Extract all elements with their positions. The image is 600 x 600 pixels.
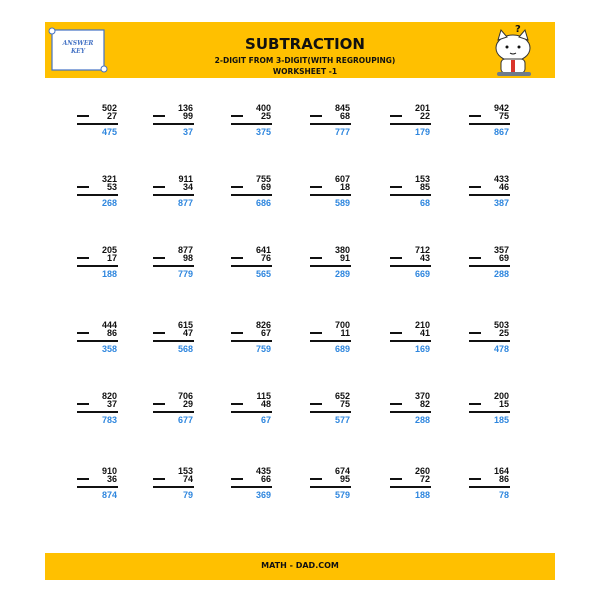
subtrahend: 95 [339,474,350,484]
minus-sign-icon [153,257,165,259]
subtrahend: 69 [498,253,509,263]
minuend: 641 [255,245,271,255]
subtrahend: 82 [419,399,430,409]
minus-sign-icon [153,186,165,188]
answer: 677 [177,415,193,425]
badge-line-1: ANSWER [62,40,94,47]
answer: 867 [493,127,509,137]
answer: 689 [334,344,350,354]
answer-rule [390,194,431,196]
minuend: 674 [334,466,350,476]
subtrahend: 66 [260,474,271,484]
subtraction-problem [310,320,350,356]
minus-sign-icon [390,115,402,117]
subtrahend: 37 [106,399,117,409]
answer-rule [153,265,194,267]
answer: 686 [255,198,271,208]
minus-sign-icon [231,403,243,405]
answer: 568 [177,344,193,354]
subtrahend: 99 [182,111,193,121]
minus-sign-icon [77,332,89,334]
minuend: 502 [101,103,117,113]
answer-rule [77,123,118,125]
subtraction-problem [390,174,430,210]
minuend: 755 [255,174,271,184]
subtrahend: 69 [260,182,271,192]
subtrahend: 11 [340,328,350,338]
answer: 579 [334,490,350,500]
answer: 179 [414,127,430,137]
answer-rule [310,123,351,125]
answer-rule [469,123,510,125]
subtraction-problem [153,174,193,210]
minuend: 877 [177,245,193,255]
answer: 589 [334,198,350,208]
subtraction-problem [390,245,430,281]
answer-rule [390,340,431,342]
minus-sign-icon [469,115,481,117]
answer: 478 [493,344,509,354]
minuend: 433 [493,174,509,184]
subtrahend: 48 [260,399,271,409]
answer-rule [469,194,510,196]
minuend: 503 [493,320,509,330]
answer: 777 [334,127,350,137]
subtraction-problem [469,245,509,281]
subtraction-problem [469,466,509,502]
subtrahend: 43 [419,253,430,263]
minuend: 370 [414,391,430,401]
answer-rule [310,340,351,342]
answer: 288 [414,415,430,425]
answer: 874 [101,490,117,500]
answer: 358 [101,344,117,354]
minuend: 200 [493,391,509,401]
answer: 289 [334,269,350,279]
subtraction-problem [77,245,117,281]
footer-site: MATH - DAD.COM [261,561,339,570]
answer: 188 [414,490,430,500]
answer: 288 [493,269,509,279]
minuend: 400 [255,103,271,113]
minus-sign-icon [390,257,402,259]
subtrahend: 67 [260,328,271,338]
answer: 67 [260,415,271,425]
answer-rule [153,123,194,125]
page-subtitle: 2-DIGIT FROM 3-DIGIT(WITH REGROUPING) [214,56,396,65]
subtraction-problem [153,466,193,502]
minus-sign-icon [231,332,243,334]
subtrahend: 86 [498,474,509,484]
subtraction-problem [390,103,430,139]
answer-rule [77,411,118,413]
subtrahend: 76 [260,253,271,263]
subtrahend: 36 [106,474,117,484]
minus-sign-icon [469,186,481,188]
subtraction-problem [310,174,350,210]
answer-rule [310,265,351,267]
subtraction-problem [153,245,193,281]
subtrahend: 22 [419,111,430,121]
answer-rule [77,194,118,196]
subtraction-problem [469,103,509,139]
answer-rule [310,486,351,488]
answer-rule [469,486,510,488]
answer-rule [310,411,351,413]
subtrahend: 41 [419,328,430,338]
subtraction-problem [390,320,430,356]
answer-rule [153,194,194,196]
answer-rule [153,411,194,413]
subtraction-problem [231,245,271,281]
answer-rule [390,486,431,488]
minus-sign-icon [231,186,243,188]
worksheet-label: WORKSHEET -1 [272,67,338,76]
answer-rule [390,265,431,267]
minuend: 607 [334,174,350,184]
minuend: 845 [334,103,350,113]
subtrahend: 72 [419,474,430,484]
minus-sign-icon [469,478,481,480]
subtraction-problem [77,103,117,139]
answer-rule [231,486,272,488]
page-title: SUBTRACTION [245,35,365,53]
minuend: 153 [177,466,193,476]
minus-sign-icon [310,186,322,188]
subtraction-problem [310,103,350,139]
subtraction-problem [310,466,350,502]
minuend: 820 [101,391,117,401]
answer: 375 [255,127,271,137]
minuend: 942 [493,103,509,113]
minuend: 706 [177,391,193,401]
subtraction-problem [469,391,509,427]
minus-sign-icon [77,186,89,188]
subtrahend: 86 [106,328,117,338]
subtrahend: 85 [419,182,430,192]
answer: 387 [493,198,509,208]
minus-sign-icon [153,115,165,117]
subtraction-problem [390,466,430,502]
answer: 79 [182,490,193,500]
minuend: 357 [493,245,509,255]
subtraction-problem [469,174,509,210]
answer: 37 [182,127,193,137]
answer-rule [231,194,272,196]
minus-sign-icon [231,257,243,259]
answer-rule [310,194,351,196]
subtraction-problem [153,320,193,356]
answer: 78 [498,490,509,500]
answer-key-badge [58,40,98,56]
minus-sign-icon [310,115,322,117]
minus-sign-icon [77,403,89,405]
minuend: 826 [255,320,271,330]
answer-rule [390,411,431,413]
minuend: 380 [334,245,350,255]
subtrahend: 29 [182,399,193,409]
subtrahend: 98 [182,253,193,263]
minus-sign-icon [77,115,89,117]
answer: 877 [177,198,193,208]
minuend: 712 [414,245,430,255]
answer: 68 [419,198,430,208]
subtraction-problem [231,466,271,502]
subtrahend: 91 [339,253,350,263]
subtraction-problem [153,103,193,139]
answer: 268 [101,198,117,208]
minuend: 205 [101,245,117,255]
subtrahend: 18 [339,182,350,192]
subtrahend: 53 [106,182,117,192]
answer-rule [469,340,510,342]
minus-sign-icon [310,332,322,334]
minuend: 260 [414,466,430,476]
answer-rule [390,123,431,125]
minuend: 911 [178,174,193,184]
subtraction-problem [231,174,271,210]
subtraction-problem [77,466,117,502]
answer: 475 [101,127,117,137]
subtrahend: 34 [182,182,193,192]
subtraction-problem [310,245,350,281]
minus-sign-icon [469,332,481,334]
subtrahend: 46 [498,182,509,192]
minuend: 615 [177,320,193,330]
answer: 169 [414,344,430,354]
minus-sign-icon [153,403,165,405]
answer-rule [77,486,118,488]
minus-sign-icon [77,478,89,480]
minuend: 164 [493,466,509,476]
answer-rule [469,265,510,267]
answer-rule [231,123,272,125]
minuend: 700 [334,320,350,330]
answer-rule [153,340,194,342]
subtrahend: 25 [498,328,509,338]
minus-sign-icon [390,403,402,405]
minuend: 210 [414,320,430,330]
answer: 185 [493,415,509,425]
answer: 759 [255,344,271,354]
subtraction-problem [231,320,271,356]
subtraction-problem [231,103,271,139]
answer: 669 [414,269,430,279]
subtrahend: 17 [106,253,117,263]
subtrahend: 25 [260,111,271,121]
answer-rule [77,265,118,267]
minuend: 444 [101,320,117,330]
answer-rule [231,411,272,413]
minus-sign-icon [310,257,322,259]
minus-sign-icon [231,115,243,117]
subtraction-problem [77,174,117,210]
answer-rule [231,340,272,342]
minus-sign-icon [153,332,165,334]
minuend: 201 [414,103,430,113]
minuend: 435 [255,466,271,476]
answer: 369 [255,490,271,500]
minuend: 910 [101,466,117,476]
subtrahend: 74 [182,474,193,484]
minus-sign-icon [77,257,89,259]
minus-sign-icon [390,478,402,480]
subtrahend: 75 [498,111,509,121]
minus-sign-icon [469,403,481,405]
minuend: 136 [177,103,193,113]
subtraction-problem [231,391,271,427]
answer-rule [231,265,272,267]
subtraction-problem [310,391,350,427]
answer: 188 [101,269,117,279]
minuend: 652 [334,391,350,401]
subtraction-problem [77,320,117,356]
subtrahend: 47 [182,328,193,338]
svg-text:?: ? [515,24,521,35]
minus-sign-icon [310,403,322,405]
minus-sign-icon [390,332,402,334]
answer: 577 [334,415,350,425]
subtrahend: 75 [339,399,350,409]
minuend: 115 [256,391,271,401]
badge-line-2: KEY [70,48,86,55]
answer-rule [153,486,194,488]
subtraction-problem [390,391,430,427]
minus-sign-icon [310,478,322,480]
minus-sign-icon [231,478,243,480]
minus-sign-icon [390,186,402,188]
answer: 783 [101,415,117,425]
answer: 565 [255,269,271,279]
subtraction-problem [469,320,509,356]
minus-sign-icon [153,478,165,480]
answer-rule [469,411,510,413]
cat-mascot-icon [483,22,547,78]
subtraction-problem [153,391,193,427]
subtrahend: 27 [106,111,117,121]
minus-sign-icon [469,257,481,259]
answer-rule [77,340,118,342]
subtrahend: 15 [498,399,509,409]
minuend: 321 [101,174,117,184]
subtrahend: 68 [339,111,350,121]
answer: 779 [177,269,193,279]
subtraction-problem [77,391,117,427]
minuend: 153 [414,174,430,184]
